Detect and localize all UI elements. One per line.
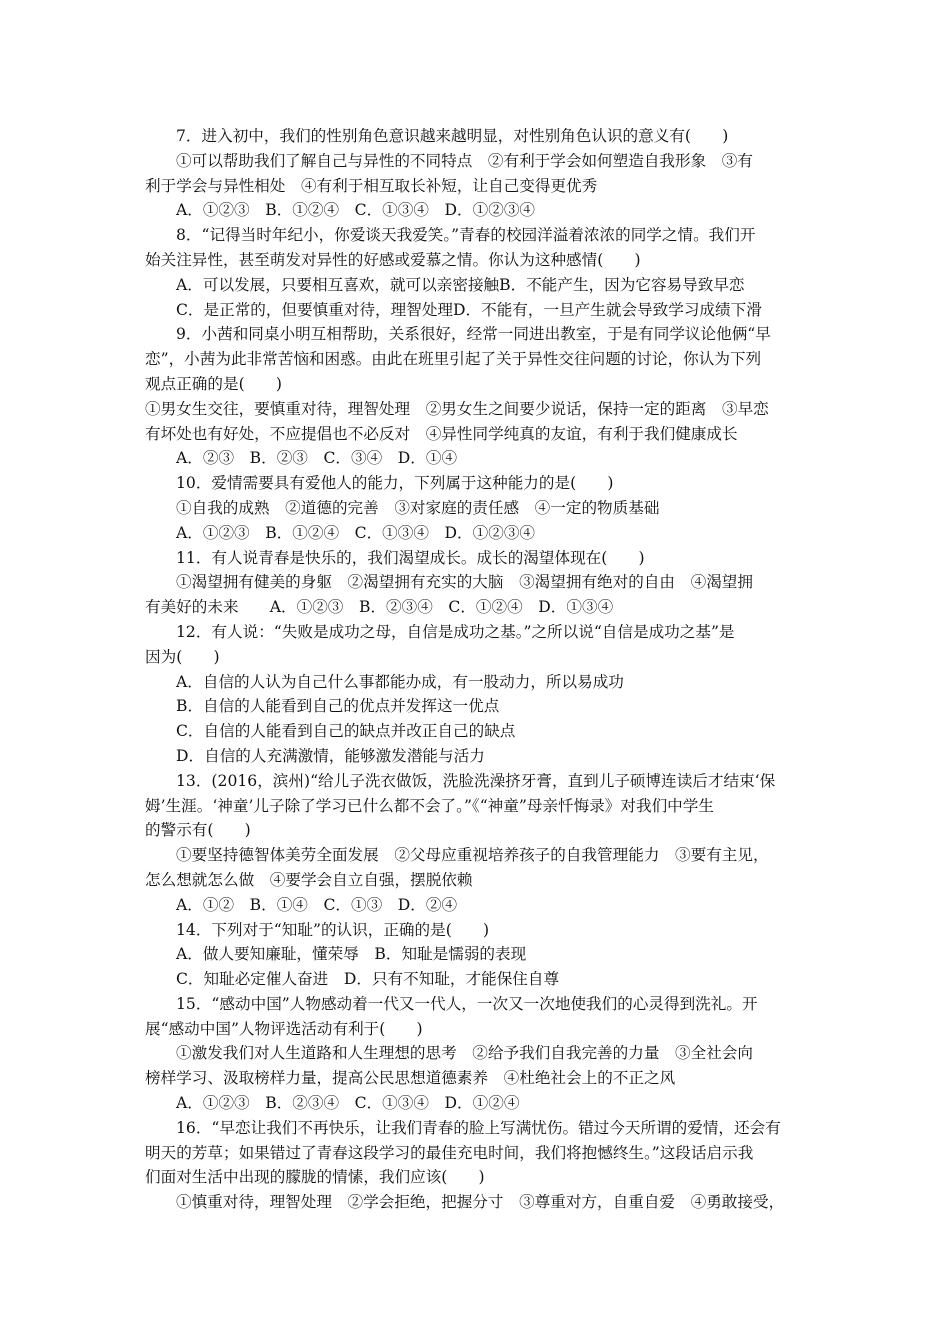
q15-statements: ①激发我们对人生道路和人生理想的思考 ②给予我们自我完善的力量 ③全社会向 [176, 1044, 753, 1063]
q13-stem-cont: 姆’生涯。‘神童’儿子除了学习已什么都不会了。”《“神童”母亲忏悔录》对我们中学生 [145, 796, 714, 815]
q10-stem: 10．爱情需要具有爱他人的能力，下列属于这种能力的是( ) [176, 474, 614, 493]
q16-stem: 16．“早恋让我们不再快乐，让我们青春的脸上写满忧伤。错过今天所谓的爱情，还会有 [176, 1118, 781, 1137]
q12-option-d: D．自信的人充满激情，能够激发潜能与活力 [176, 746, 485, 765]
q12-stem-cont: 因为( ) [145, 647, 220, 666]
q7-statements: ①可以帮助我们了解自己与异性的不同特点 ②有利于学会如何塑造自我形象 ③有 [176, 151, 753, 170]
q16-statements: ①慎重对待，理智处理 ②学会拒绝，把握分寸 ③尊重对方，自重自爱 ④勇敢接受， [176, 1193, 785, 1212]
q15-options: A．①②③ B．②③④ C．①③④ D．①②④ [176, 1094, 520, 1113]
q12-stem: 12．有人说：“失败是成功之母，自信是成功之基。”之所以说“自信是成功之基”是 [176, 622, 735, 641]
q12-option-a: A．自信的人认为自己什么事都能办成，有一股动力，所以易成功 [176, 672, 624, 691]
q7-stem: 7．进入初中，我们的性别角色意识越来越明显，对性别角色认识的意义有( ) [176, 127, 729, 145]
q15-stem-cont: 展“感动中国”人物评选活动有利于( ) [145, 1019, 423, 1038]
q16-stem-end: 们面对生活中出现的朦胧的情愫，我们应该( ) [145, 1168, 485, 1187]
q11-statements: ①渴望拥有健美的身躯 ②渴望拥有充实的大脑 ③渴望拥有绝对的自由 ④渴望拥 [176, 573, 753, 592]
question-text-block [145, 124, 817, 1215]
q11-stem: 11．有人说青春是快乐的，我们渴望成长。成长的渴望体现在( ) [176, 548, 645, 567]
q12-option-b: B．自信的人能看到自己的优点并发挥这一优点 [176, 697, 500, 716]
q14-options-cd: C．知耻必定催人奋进 D．只有不知耻，才能保住自尊 [176, 970, 560, 989]
q15-stem: 15．“感动中国”人物感动着一代又一代人，一次又一次地使我们的心灵得到洗礼。开 [176, 994, 758, 1013]
q14-options-ab: A．做人要知廉耻，懂荣辱 B．知耻是懦弱的表现 [176, 945, 527, 964]
q13-statements-cont: 怎么想就怎么做 ④要学会自立自强，摆脱依赖 [145, 870, 473, 889]
q13-stem-end: 的警示有( ) [145, 821, 251, 840]
q9-statements-cont: 有坏处也有好处，不应提倡也不必反对 ④异性同学纯真的友谊，有利于我们健康成长 [145, 424, 738, 443]
q16-stem-cont: 明天的芳草；如果错过了青春这段学习的最佳充电时间，我们将抱憾终生。”这段话启示我 [145, 1143, 754, 1162]
q9-stem: 9．小茜和同桌小明互相帮助，关系很好，经常一同进出教室，于是有同学议论他俩“早 [176, 325, 771, 344]
q9-stem-end: 观点正确的是( ) [145, 374, 282, 393]
q13-options: A．①② B．①④ C．①③ D．②④ [176, 895, 458, 914]
q7-statements-cont: 利于学会与异性相处 ④有利于相互取长补短，让自己变得更优秀 [145, 176, 598, 195]
q14-stem: 14．下列对于“知耻”的认识，正确的是( ) [176, 920, 490, 939]
q9-options: A．②③ B．②③ C．③④ D．①④ [176, 449, 458, 468]
q9-stem-cont: 恋”，小茜为此非常苦恼和困惑。由此在班里引起了关于异性交往问题的讨论，你认为下列 [145, 350, 762, 369]
q10-options: A．①②③ B．①②④ C．①③④ D．①②③④ [176, 523, 536, 542]
q10-statements: ①自我的成熟 ②道德的完善 ③对家庭的责任感 ④一定的物质基础 [176, 498, 660, 517]
q8-stem: 8．“记得当时年纪小，你爱谈天我爱笑。”青春的校园洋溢着浓浓的同学之情。我们开 [176, 226, 756, 245]
q8-options-cd: C．是正常的，但要慎重对待，理智处理D．不能有，一旦产生就会导致学习成绩下滑 [176, 300, 762, 319]
q13-stem: 13．(2016，滨州)“给儿子洗衣做饭，洗脸洗澡挤牙膏，直到儿子硕博连读后才结束‘保 [176, 771, 776, 790]
q12-option-c: C．自信的人能看到自己的缺点并改正自己的缺点 [176, 722, 516, 741]
q13-statements: ①要坚持德智体美劳全面发展 ②父母应重视培养孩子的自我管理能力 ③要有主见， [176, 846, 769, 865]
q8-stem-cont: 始关注异性，甚至萌发对异性的好感或爱慕之情。你认为这种感情( ) [145, 250, 641, 269]
q9-statements: ①男女生交往，要慎重对待，理智处理 ②男女生之间要少说话，保持一定的距离 ③早恋 [145, 399, 769, 418]
q8-options-ab: A．可以发展，只要相互喜欢，就可以亲密接触B．不能产生，因为它容易导致早恋 [176, 275, 745, 294]
q15-statements-cont: 榜样学习、汲取榜样力量，提高公民思想道德素养 ④杜绝社会上的不正之风 [145, 1069, 676, 1088]
q11-statements-options: 有美好的未来 A．①②③ B．②③④ C．①②④ D．①③④ [145, 598, 614, 617]
q7-options: A．①②③ B．①②④ C．①③④ D．①②③④ [176, 201, 536, 220]
